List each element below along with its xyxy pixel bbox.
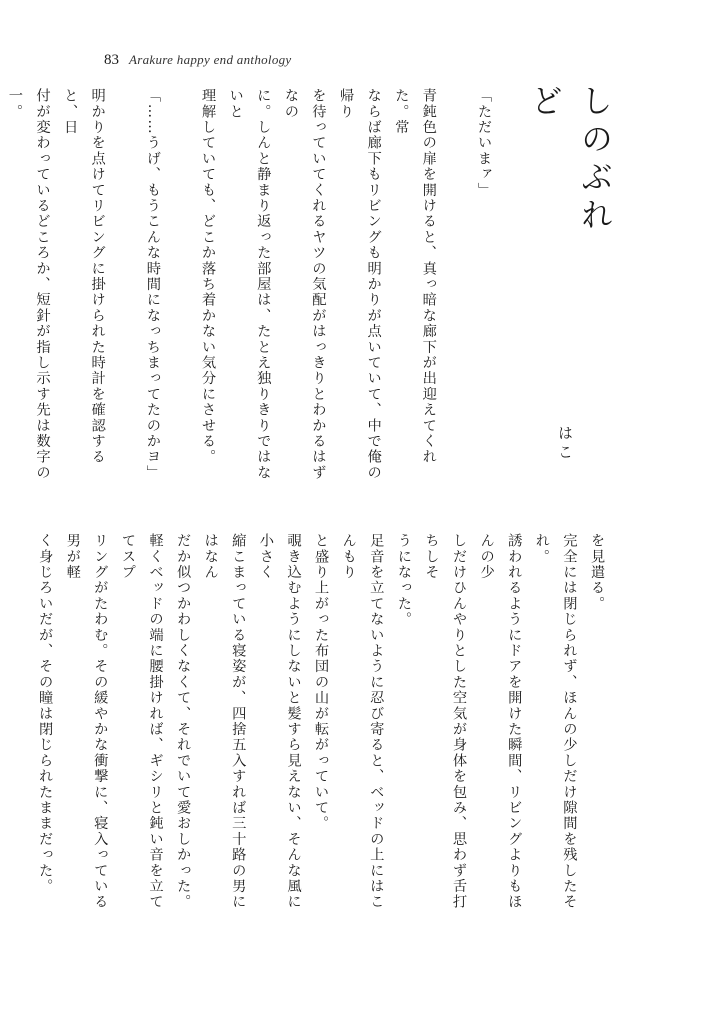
lower-text-block [37,533,610,918]
blank-line [442,88,470,488]
page-number: 83 [104,52,119,68]
text-line: を待っていてくれるヤツの気配がはっきりとわかるはずなの [282,88,327,481]
text-line: と盛り上がった布団の山が転がっていて。 [313,533,330,832]
text-line: く身じろいだが、その瞳は閉じられたままだった。 [37,533,54,895]
text-line: を見遣る。 [589,533,605,612]
blank-line [3,533,31,918]
text-line: 完全には閉じられず、ほんの少しだけ隙間を残したそれ。 [533,533,578,910]
text-line: 「……うげ、もうこんな時間になっちまってたのかヨ」 [144,88,161,481]
text-line [0,533,3,918]
blank-line [166,88,194,488]
text-line: 理解していても、どこか落ち着かない気分にさせる。 [200,88,217,465]
text-line: 誘われるようにドアを開けた瞬間、リビングよりもほんの少 [478,533,523,910]
author-name: はこ [556,425,574,463]
upper-text-block [6,88,610,488]
text-line: 覗き込むようにしないと髪すら見えない、そんな風に小さく [257,533,302,910]
anthology-title: Arakure happy end anthology [129,52,292,67]
text-line: 足音を立てないように忍び寄ると、ベッドの上にはこんもり [340,533,385,910]
running-header [104,52,292,72]
upper-body [6,88,497,488]
text-line: だか似つかわしくなくて、それでいて愛おしかった。 [175,533,192,910]
text-line: 「ただいまァ」 [476,88,492,198]
text-line: うになった。 [395,533,412,628]
text-line: 縮こまっている寝姿が、四捨五入すれば三十路の男にはなん [202,533,247,910]
text-line: 明かりを点けてリビングに掛けられた時計を確認すると、日 [62,88,106,465]
text-line: 青鈍色の扉を開けると、真っ暗な廊下が出迎えてくれた。常 [393,88,437,465]
text-line: 付が変わっているどころか、短針が指し示す先は数字の一。 [6,88,51,481]
text-line: リングがたわむ。その緩やかな衝撃に、寝入っている男が軽 [64,533,109,910]
text-line: ならば廊下もリビングも明かりが点いていて、中で俺の帰り [338,88,382,481]
text-line: に。しんと静まり返った部屋は、たとえ独りきりではないと [227,88,272,481]
text-line: しだけひんやりとした空気が身体を包み、思わず舌打ちしそ [423,533,468,910]
text-line: 軽くベッドの端に腰掛ければ、ギシリと鈍い音を立ててスプ [119,533,164,910]
story-title: しのぶれど [526,84,614,236]
blank-line [111,88,139,488]
